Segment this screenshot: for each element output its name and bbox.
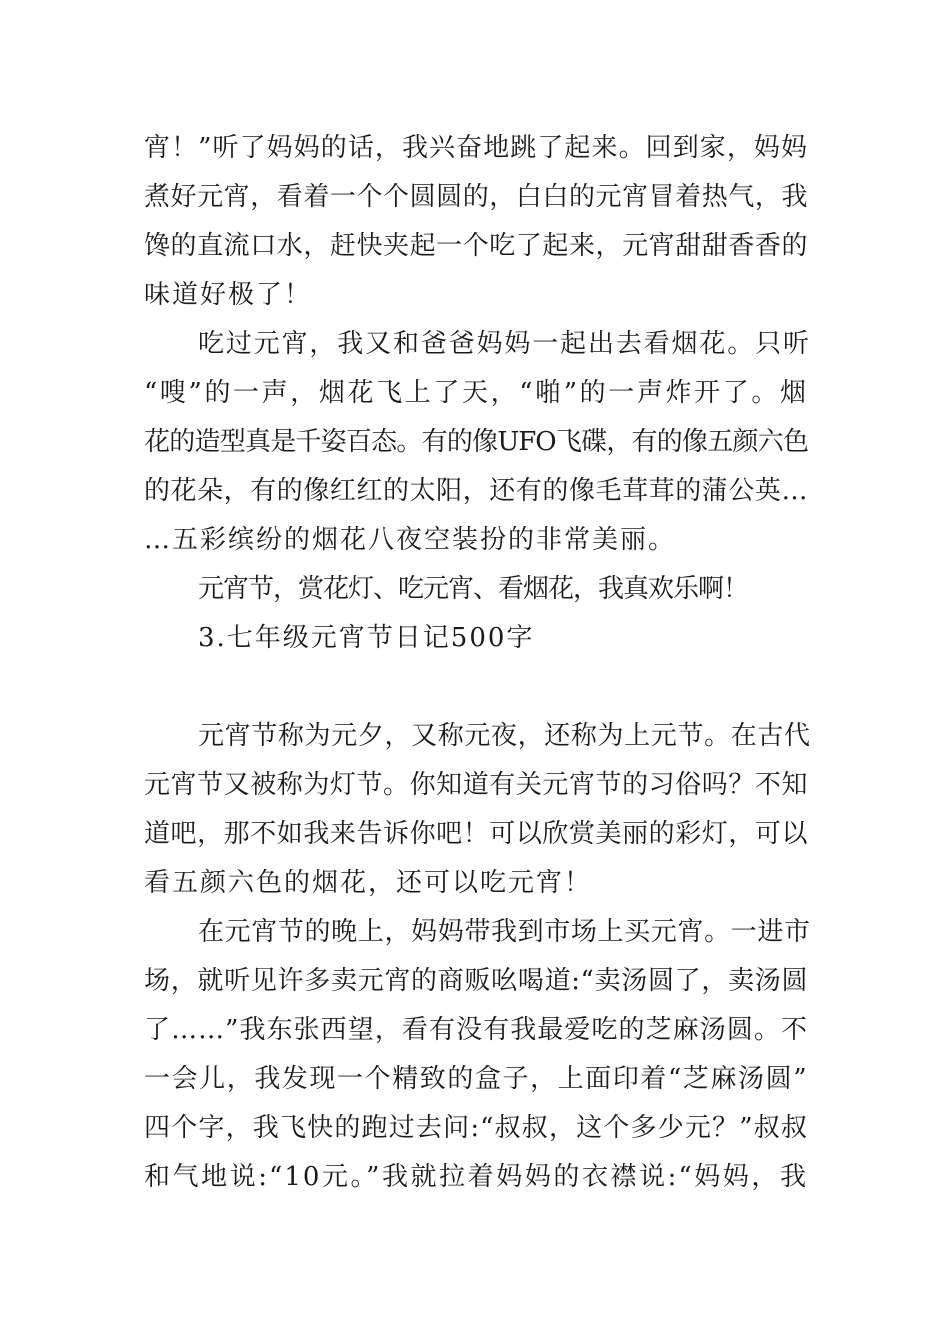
text-line: 和气地说:“10元。”我就拉着妈妈的衣襟说:“妈妈，我 [144,1162,808,1192]
text-line: 一会儿，我发现一个精致的盒子，上面印着“芝麻汤圆” [144,1064,808,1094]
text-line: …五彩缤纷的烟花八夜空装扮的非常美丽。 [144,525,677,555]
text-line: 煮好元宵，看着一个个圆圆的，白白的元宵冒着热气，我 [144,182,808,212]
text-line: 的花朵，有的像红红的太阳，还有的像毛茸茸的蒲公英… [144,476,808,506]
paragraph-first-line: 吃过元宵，我又和爸爸妈妈一起出去看烟花。只听 [198,329,808,359]
text-line: 元宵节又被称为灯节。你知道有关元宵节的习俗吗？不知 [144,770,808,800]
text-line: 花的造型真是千姿百态。有的像UFO飞碟，有的像五颜六色 [144,427,808,457]
text-line: 馋的直流口水，赶快夹起一个吃了起来，元宵甜甜香香的 [144,231,808,261]
paragraph-first-line: 元宵节，赏花灯、吃元宵、看烟花，我真欢乐啊！ [198,574,749,604]
document-body [144,124,808,1202]
paragraph-first-line: 元宵节称为元夕，又称元夜，还称为上元节。在古代 [198,721,808,751]
text-line: 味道好极了！ [144,280,313,310]
text-line: 道吧，那不如我来告诉你吧！可以欣赏美丽的彩灯，可以 [144,819,808,849]
text-line: 看五颜六色的烟花，还可以吃元宵！ [144,868,593,898]
text-line: 场，就听见许多卖元宵的商贩吆喝道:“卖汤圆了，卖汤圆 [144,966,808,996]
blank-line [144,663,808,712]
text-line: “嗖”的一声，烟花飞上了天，“啪”的一声炸开了。烟 [144,378,808,408]
section-heading: 3.七年级元宵节日记500字 [198,623,535,653]
paragraph-first-line: 在元宵节的晚上，妈妈带我到市场上买元宵。一进市 [198,917,808,947]
text-line: 了……”我东张西望，看有没有我最爱吃的芝麻汤圆。不 [144,1015,808,1045]
text-line: 宵！”听了妈妈的话，我兴奋地跳了起来。回到家，妈妈 [144,133,808,163]
text-line: 四个字，我飞快的跑过去问:“叔叔，这个多少元？”叔叔 [144,1113,808,1143]
